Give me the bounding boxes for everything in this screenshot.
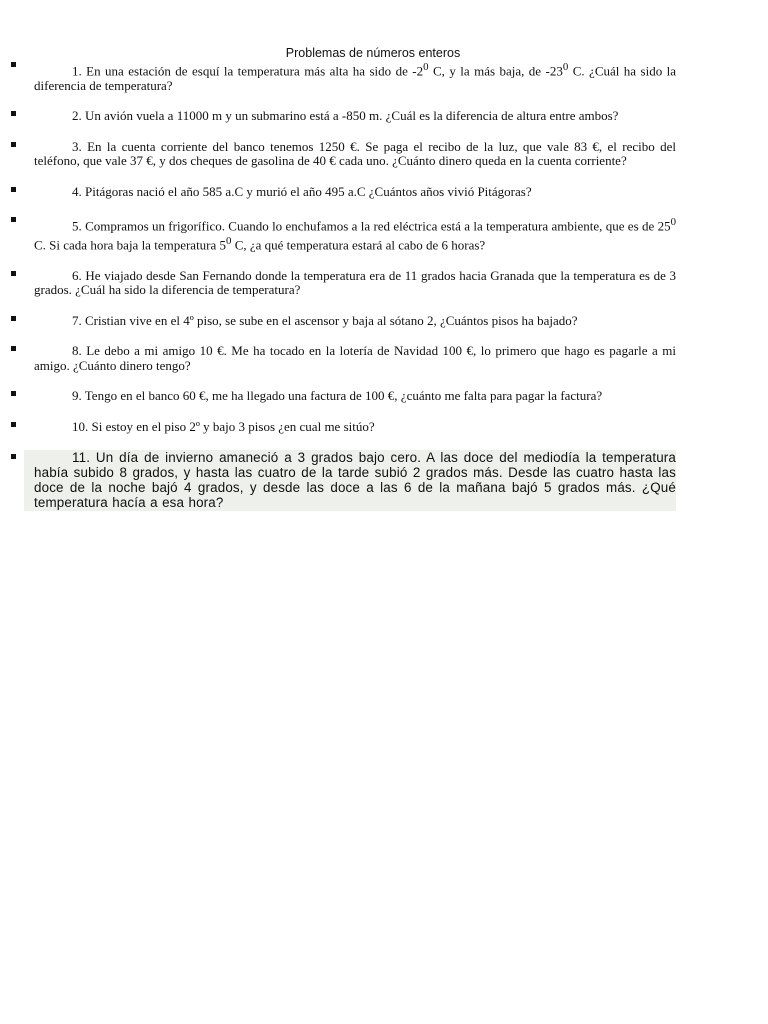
bullet-icon [11,346,16,351]
problem-item [0,215,768,253]
problem-item-highlighted [0,450,768,511]
problem-item [0,185,768,200]
bullet-icon [11,454,16,459]
problem-text: 1. En una estación de esquí la temperatura más alta ha sido de $-2^0$ C, y la más baja, de $-23^0$ C. ¿Cuál ha sido la diferencia de temperatura? [34,61,677,93]
problem-text: 9. Tengo en el banco 60 €, me ha llegado una factura de 100 €, ¿cuánto me falta para pagar la factura? [72,388,603,404]
problem-text: 4. Pitágoras nació el año 585 a.C y murió el año 495 a.C ¿Cuántos años vivió Pitágoras? [72,183,532,199]
bullet-icon [11,271,16,276]
problem-item [0,344,768,373]
problem-text: 5. Compramos un frigorífico. Cuando lo enchufamos a la red eléctrica está a la temperatura ambiente, que es de $25^0$ C. Si cada hora baja la temperatura $5^0$ C, ¿a qué temperatura estará al cabo de 6 horas? [34,216,676,253]
problem-item [0,389,768,404]
problem-list [0,60,768,527]
problem-item [0,109,768,124]
problem-item [0,140,768,169]
problem-text: 2. Un avión vuela a 11000 m y un submarino está a -850 m. ¿Cuál es la diferencia de altura entre ambos? [72,108,619,124]
bullet-icon [11,316,16,321]
problem-item [0,420,768,435]
bullet-icon [11,142,16,147]
problem-text: 7. Cristian vive en el 4º piso, se sube en el ascensor y baja al sótano 2, ¿Cuántos pisos ha bajado? [72,312,578,328]
highlight-box [24,450,676,511]
problem-item [0,269,768,298]
problem-text: 6. He viajado desde San Fernando donde la temperatura era de 11 grados hacia Granada que la temperatura es de 3 grados. ¿Cuál ha sido la diferencia de temperatura? [34,267,676,298]
bullet-icon [11,111,16,116]
document-title: Problemas de números enteros [285,46,461,60]
bullet-icon [11,391,16,396]
bullet-icon [11,187,16,192]
bullet-icon [11,62,16,67]
bullet-icon [11,217,16,222]
bullet-icon [11,422,16,427]
problem-text: 10. Si estoy en el piso 2º y bajo 3 pisos ¿en cual me sitúo? [72,418,375,434]
problem-text: 11. Un día de invierno amaneció a 3 grados bajo cero. A las doce del mediodía la temperatura había subido 8 grados, y hasta las cuatro de la tarde subió 2 grados más. Desde las cuatro hasta las doce de la noche bajó 4 grados, y desde las doce a las 6 de la mañana bajó 5 grados más. ¿Qué temperatura hacía a esa hora? [34,450,676,511]
problem-item [0,60,768,93]
problem-text: 3. En la cuenta corriente del banco tenemos 1250 €. Se paga el recibo de la luz, que vale 83 €, el recibo del teléfono, que vale 37 €, y dos cheques de gasolina de 40 € cada uno. ¿Cuánto dinero queda en la cuenta corriente? [34,138,676,169]
problem-text: 8. Le debo a mi amigo 10 €. Me ha tocado en la lotería de Navidad 100 €, lo primero que hago es pagarle a mi amigo. ¿Cuánto dinero tengo? [34,343,676,373]
problem-item [0,314,768,329]
